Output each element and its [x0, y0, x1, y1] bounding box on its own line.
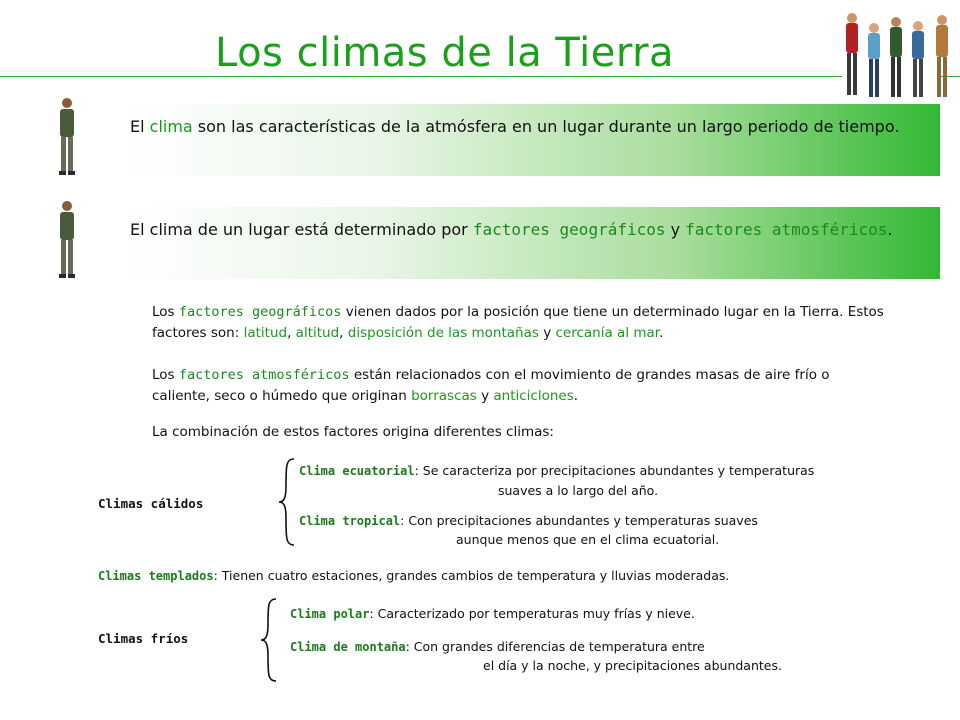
climas-templados-text: : Tienen cuatro estaciones, grandes cambios de temperatura y lluvias moderadas. — [213, 568, 730, 583]
clima-tropical-line2: aunque menos que en el clima ecuatorial. — [456, 532, 720, 547]
person-figure-5 — [936, 15, 948, 97]
student-icon — [54, 199, 80, 283]
page-title: Los climas de la Tierra — [215, 30, 675, 76]
factor-montanas: disposición de las montañas — [347, 325, 539, 341]
clima-montana-head: Clima de montaña — [290, 640, 406, 654]
p1-term: factores geográficos — [178, 304, 342, 320]
clima-montana-line2: el día y la noche, y precipitaciones abundantes. — [483, 658, 782, 673]
person-figure-2 — [868, 23, 880, 97]
p1-text-a: Los — [152, 304, 179, 320]
definition-text-start: El — [130, 117, 150, 136]
student-icon — [54, 96, 80, 180]
clima-ecuatorial-head: Clima ecuatorial — [299, 464, 415, 478]
definition-text-end: son las características de la atmósfera en un lugar durante un largo periodo de tiempo. — [192, 117, 900, 136]
p1-end: . — [659, 325, 664, 341]
p1-sep1: , — [287, 325, 296, 341]
term-borrascas: borrascas — [411, 388, 477, 404]
term-anticiclones: anticiclones — [493, 388, 574, 404]
p2-end: . — [573, 388, 579, 404]
frios-brace — [258, 596, 280, 684]
person-figure-3 — [890, 17, 902, 97]
person-figure-4 — [912, 21, 924, 97]
clima-ecuatorial-line2: suaves a lo largo del año. — [498, 483, 659, 498]
p2-mid: y — [476, 388, 494, 404]
calidos-brace — [276, 456, 298, 548]
term-factores-atmosfericos: factores atmosféricos — [685, 220, 888, 239]
p2-text-b: están relacionados con el movimiento de grandes masas de aire frío o caliente, seco o húmedo que originan — [152, 367, 830, 404]
factors-text-end: . — [887, 220, 893, 239]
factor-cercania-mar: cercanía al mar — [555, 325, 660, 341]
factors-band — [70, 207, 940, 279]
climas-calidos-label: Climas cálidos — [98, 496, 204, 511]
climas-templados-line — [98, 566, 729, 586]
climate-definition — [130, 114, 920, 139]
term-factores-geograficos: factores geográficos — [472, 220, 666, 239]
p1-sep3: y — [538, 325, 556, 341]
clima-montana-line1 — [290, 637, 705, 657]
clima-polar-line — [290, 604, 695, 624]
p2-term: factores atmosféricos — [178, 367, 350, 383]
climas-templados-label: Climas templados — [98, 569, 214, 583]
climas-frios-label: Climas fríos — [98, 631, 189, 646]
clima-montana-text1: : Con grandes diferencias de temperatura entre — [405, 639, 705, 654]
clima-polar-text: : Caracterizado por temperaturas muy frías y nieve. — [369, 606, 695, 621]
clima-polar-head: Clima polar — [290, 607, 370, 621]
term-clima: clima — [149, 117, 193, 136]
people-illustration — [838, 8, 960, 108]
factors-statement — [130, 217, 920, 242]
person-figure-1 — [846, 13, 858, 95]
definition-band — [70, 104, 940, 176]
combination-paragraph: La combinación de estos factores origina diferentes climas: — [152, 424, 554, 440]
factor-latitud: latitud — [243, 325, 288, 341]
geographic-factors-paragraph — [152, 302, 942, 344]
p1-sep2: , — [339, 325, 348, 341]
factors-text-start: El clima de un lugar está determinado por — [130, 220, 473, 239]
atmospheric-factors-paragraph — [152, 365, 872, 407]
p2-text-a: Los — [152, 367, 179, 383]
factor-altitud: altitud — [295, 325, 340, 341]
clima-ecuatorial-text1: : Se caracteriza por precipitaciones abundantes y temperaturas — [414, 463, 815, 478]
clima-tropical-line1 — [299, 511, 758, 531]
clima-tropical-head: Clima tropical — [299, 514, 401, 528]
factors-text-mid: y — [665, 220, 686, 239]
clima-ecuatorial-line1 — [299, 461, 814, 481]
clima-tropical-text1: : Con precipitaciones abundantes y temperaturas suaves — [400, 513, 758, 528]
title-underline — [0, 76, 842, 77]
p1-text-b: vienen dados por la posición que tiene un determinado lugar en la Tierra. Estos factores son: — [152, 304, 884, 341]
